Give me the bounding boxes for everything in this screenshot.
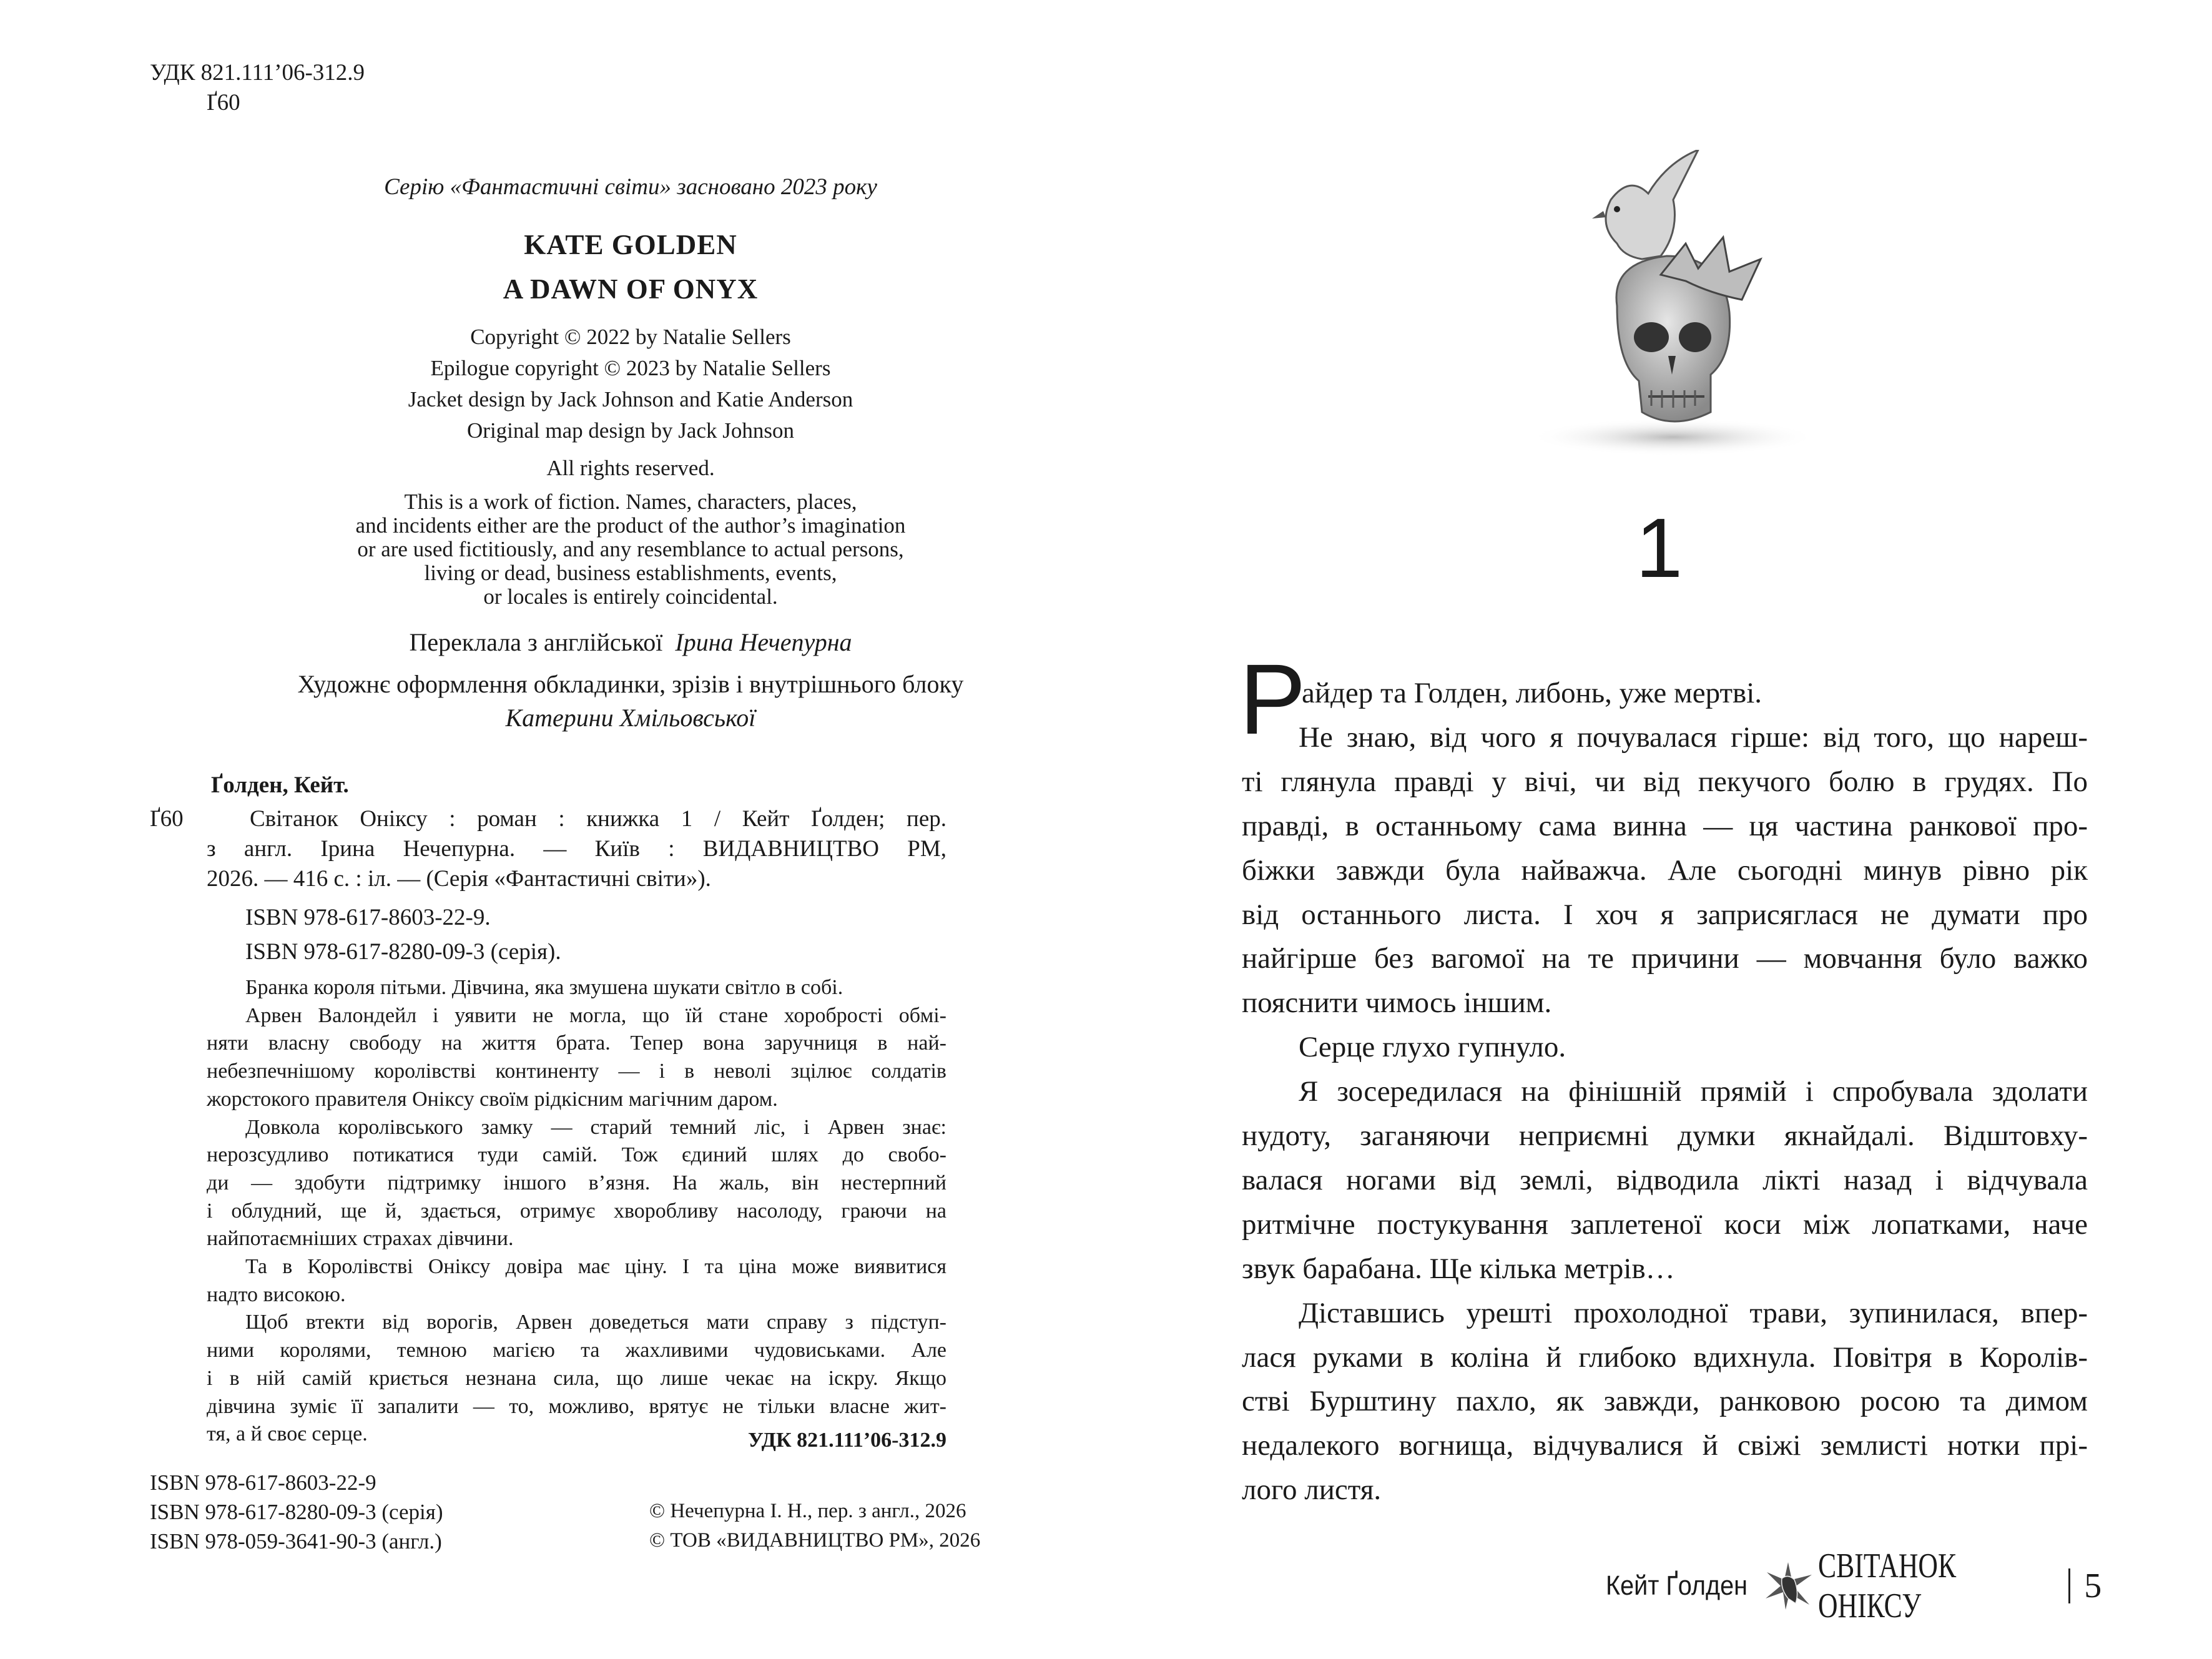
body-line: нудоту, заганяючи неприємні думки якнайдалі. Відштовху- <box>1242 1120 2088 1152</box>
chapter-number: 1 <box>1636 501 1683 595</box>
footer-title: СВІТАНОК ОНІКСУ <box>1818 1547 1957 1625</box>
body-line: валася ногами від землі, відводила лікті назад і відчувала <box>1242 1163 2088 1196</box>
copyright-line: Jacket design by Jack Johnson and Katie Anderson <box>408 387 853 411</box>
copyright-line: Copyright © 2022 by Natalie Sellers <box>470 325 791 349</box>
annotation-line: ними королями, темною магією та жахливими чудовиськами. Але <box>207 1339 946 1362</box>
annotation-line: Та в Королівстві Оніксу довіра має ціну. І та ціна може виявитися <box>245 1255 946 1278</box>
body-line: Серце глухо гупнуло. <box>1299 1031 1566 1064</box>
annotation-line: тя, а й своє серце. <box>207 1422 368 1446</box>
body-line: Діставшись урешті прохолодної трави, зупинилася, впер- <box>1299 1296 2088 1329</box>
body-line: ті глянула правді у вічі, чи від пекучого болю в грудях. По <box>1242 765 2088 798</box>
catalog-line: 2026. — 416 с. : іл. — (Серія «Фантастичні світи»). <box>207 866 711 892</box>
isbn-line: ISBN 978-617-8603-22-9 <box>150 1470 376 1495</box>
isbn-line: ISBN 978-617-8280-09-3 (серія) <box>150 1500 443 1524</box>
fiction-disclaimer-line: This is a work of fiction. Names, characters, places, <box>404 490 857 514</box>
body-line: Не знаю, від чого я почувалася гірше: від того, що нареш- <box>1299 721 2088 754</box>
annotation-line: няти власну свободу на життя брата. Тепер вона заручниця в най- <box>207 1031 946 1055</box>
translator-credit <box>212 628 1049 657</box>
page-number: 5 <box>2084 1567 2102 1605</box>
annotation-line: найпотаємніших страхах дівчини. <box>207 1227 514 1251</box>
body-line: звук барабана. Ще кілька метрів… <box>1242 1252 1675 1285</box>
annotation-line: ди — здобути підтримку іншого в’язня. На жаль, він нестерпний <box>207 1171 946 1194</box>
udk-top: УДК 821.111’06-312.9 <box>150 60 365 86</box>
fiction-disclaimer-line: and incidents either are the product of the author’s imagination <box>355 513 906 538</box>
annotation-line: нерозсудливо потикатися туди самій. Тож єдиний шлях до свобо- <box>207 1143 946 1167</box>
body-line: стві Бурштину пахло, як завжди, ранковою росою та димом <box>1242 1385 2088 1418</box>
body-line: найгірше без вагомої на те причини — мовчання було важко <box>1242 942 2088 975</box>
design-credit-label: Художнє оформлення обкладинки, зрізів і внутрішнього блоку <box>297 670 964 698</box>
body-line: від останнього листа. І хоч я заприсяглася не думати про <box>1242 898 2088 931</box>
annotation-line: Арвен Валондейл і уявити не могла, що їй стане хоробрості обмі- <box>245 1003 946 1027</box>
body-line: Я зосередилася на фінішній прямій і спробувала здолати <box>1299 1075 2088 1108</box>
raven-star-icon <box>1763 1561 1813 1611</box>
catalog-heading: Ґолден, Кейт. <box>211 772 349 798</box>
drop-cap: Р <box>1239 643 1306 755</box>
body-line: пояснити чимось іншим. <box>1242 987 1552 1020</box>
body-line: лого листя. <box>1242 1474 1382 1507</box>
copyright-line: Original map design by Jack Johnson <box>467 418 794 443</box>
annotation-line: небезпечнішому королівстві континенту — і в неволі зцілює солдатів <box>207 1060 946 1083</box>
skull-crown-raven-illustration <box>1523 150 1823 462</box>
fiction-disclaimer-line: or locales is entirely coincidental. <box>483 584 778 609</box>
author-en: KATE GOLDEN <box>524 229 737 260</box>
translator-label: Переклала з англійської <box>409 628 663 656</box>
annotation-line: Бранка короля пітьми. Дівчина, яка змушена шукати світло в собі. <box>245 976 843 999</box>
annotation-line: і в ній самій криється незнана сила, що лише чекає на іскру. Якщо <box>207 1366 946 1390</box>
annotation-line: Щоб втекти від ворогів, Арвен доведеться мати справу з підступ- <box>245 1311 946 1334</box>
translator-name: Ірина Нечепурна <box>675 628 852 656</box>
catalog-line: з англ. Ірина Нечепурна. — Київ : ВИДАВНИЦТВО РМ, <box>207 836 946 862</box>
design-credit-name: Катерини Хмільовської <box>505 704 756 732</box>
body-line: недалекого вогнища, відчувалися й свіжі землисті нотки прі- <box>1242 1429 2088 1462</box>
body-line: біжки завжди була найважча. Але сьогодні минув рівно рік <box>1242 854 2088 887</box>
body-line: айдер та Голден, либонь, уже мертві. <box>1302 677 1762 709</box>
body-line: лася руками в коліна й глибоко вдихнула. Повітря в Королів- <box>1242 1341 2088 1374</box>
catalog-isbn-series: ISBN 978-617-8280-09-3 (серія). <box>245 939 561 965</box>
title-en: A DAWN OF ONYX <box>503 273 759 305</box>
body-line: правді, в останньому сама винна — ця частина ранкової про- <box>1242 809 2088 842</box>
isbn-line: ISBN 978-059-3641-90-3 (англ.) <box>150 1529 442 1553</box>
copyright-line: Epilogue copyright © 2023 by Natalie Sellers <box>430 356 831 380</box>
copyright-notice: © ТОВ «ВИДАВНИЦТВО РМ», 2026 <box>649 1529 981 1552</box>
running-footer <box>1606 1547 2102 1625</box>
annotation-line: і облудний, ще й, здається, отримує хворобливу насолоду, граючи на <box>207 1199 946 1223</box>
annotation-line: Довкола королівського замку — старий темний ліс, і Арвен знає: <box>245 1115 946 1139</box>
catalog-line: Світанок Оніксу : роман : книжка 1 / Кейт Ґолден; пер. <box>250 806 946 832</box>
footer-author: Кейт Ґолден <box>1606 1570 1747 1601</box>
footer-divider <box>2068 1568 2070 1603</box>
series-note: Серію «Фантастичні світи» засновано 2023 року <box>384 174 877 200</box>
annotation-line: жорстокого правителя Оніксу своїм рідкісним магічним даром. <box>207 1087 778 1111</box>
rights-reserved: All rights reserved. <box>546 456 715 480</box>
fiction-disclaimer-line: or are used fictitiously, and any resemblance to actual persons, <box>357 537 904 561</box>
annotation-line: надто високою. <box>207 1282 346 1306</box>
body-line: ритмічне постукування заплетеної коси між лопатками, наче <box>1242 1208 2088 1241</box>
annotation-line: дівчина зуміє її запалити — то, можливо, врятує не тільки власне жит- <box>207 1394 946 1418</box>
classification-code-top: Ґ60 <box>207 90 240 116</box>
fiction-disclaimer-line: living or dead, business establishments, events, <box>424 561 837 585</box>
catalog-code: Ґ60 <box>150 806 184 832</box>
catalog-isbn: ISBN 978-617-8603-22-9. <box>245 905 491 930</box>
copyright-notice: © Нечепурна І. Н., пер. з англ., 2026 <box>649 1500 966 1522</box>
udk-bottom: УДК 821.111’06-312.9 <box>748 1429 946 1452</box>
